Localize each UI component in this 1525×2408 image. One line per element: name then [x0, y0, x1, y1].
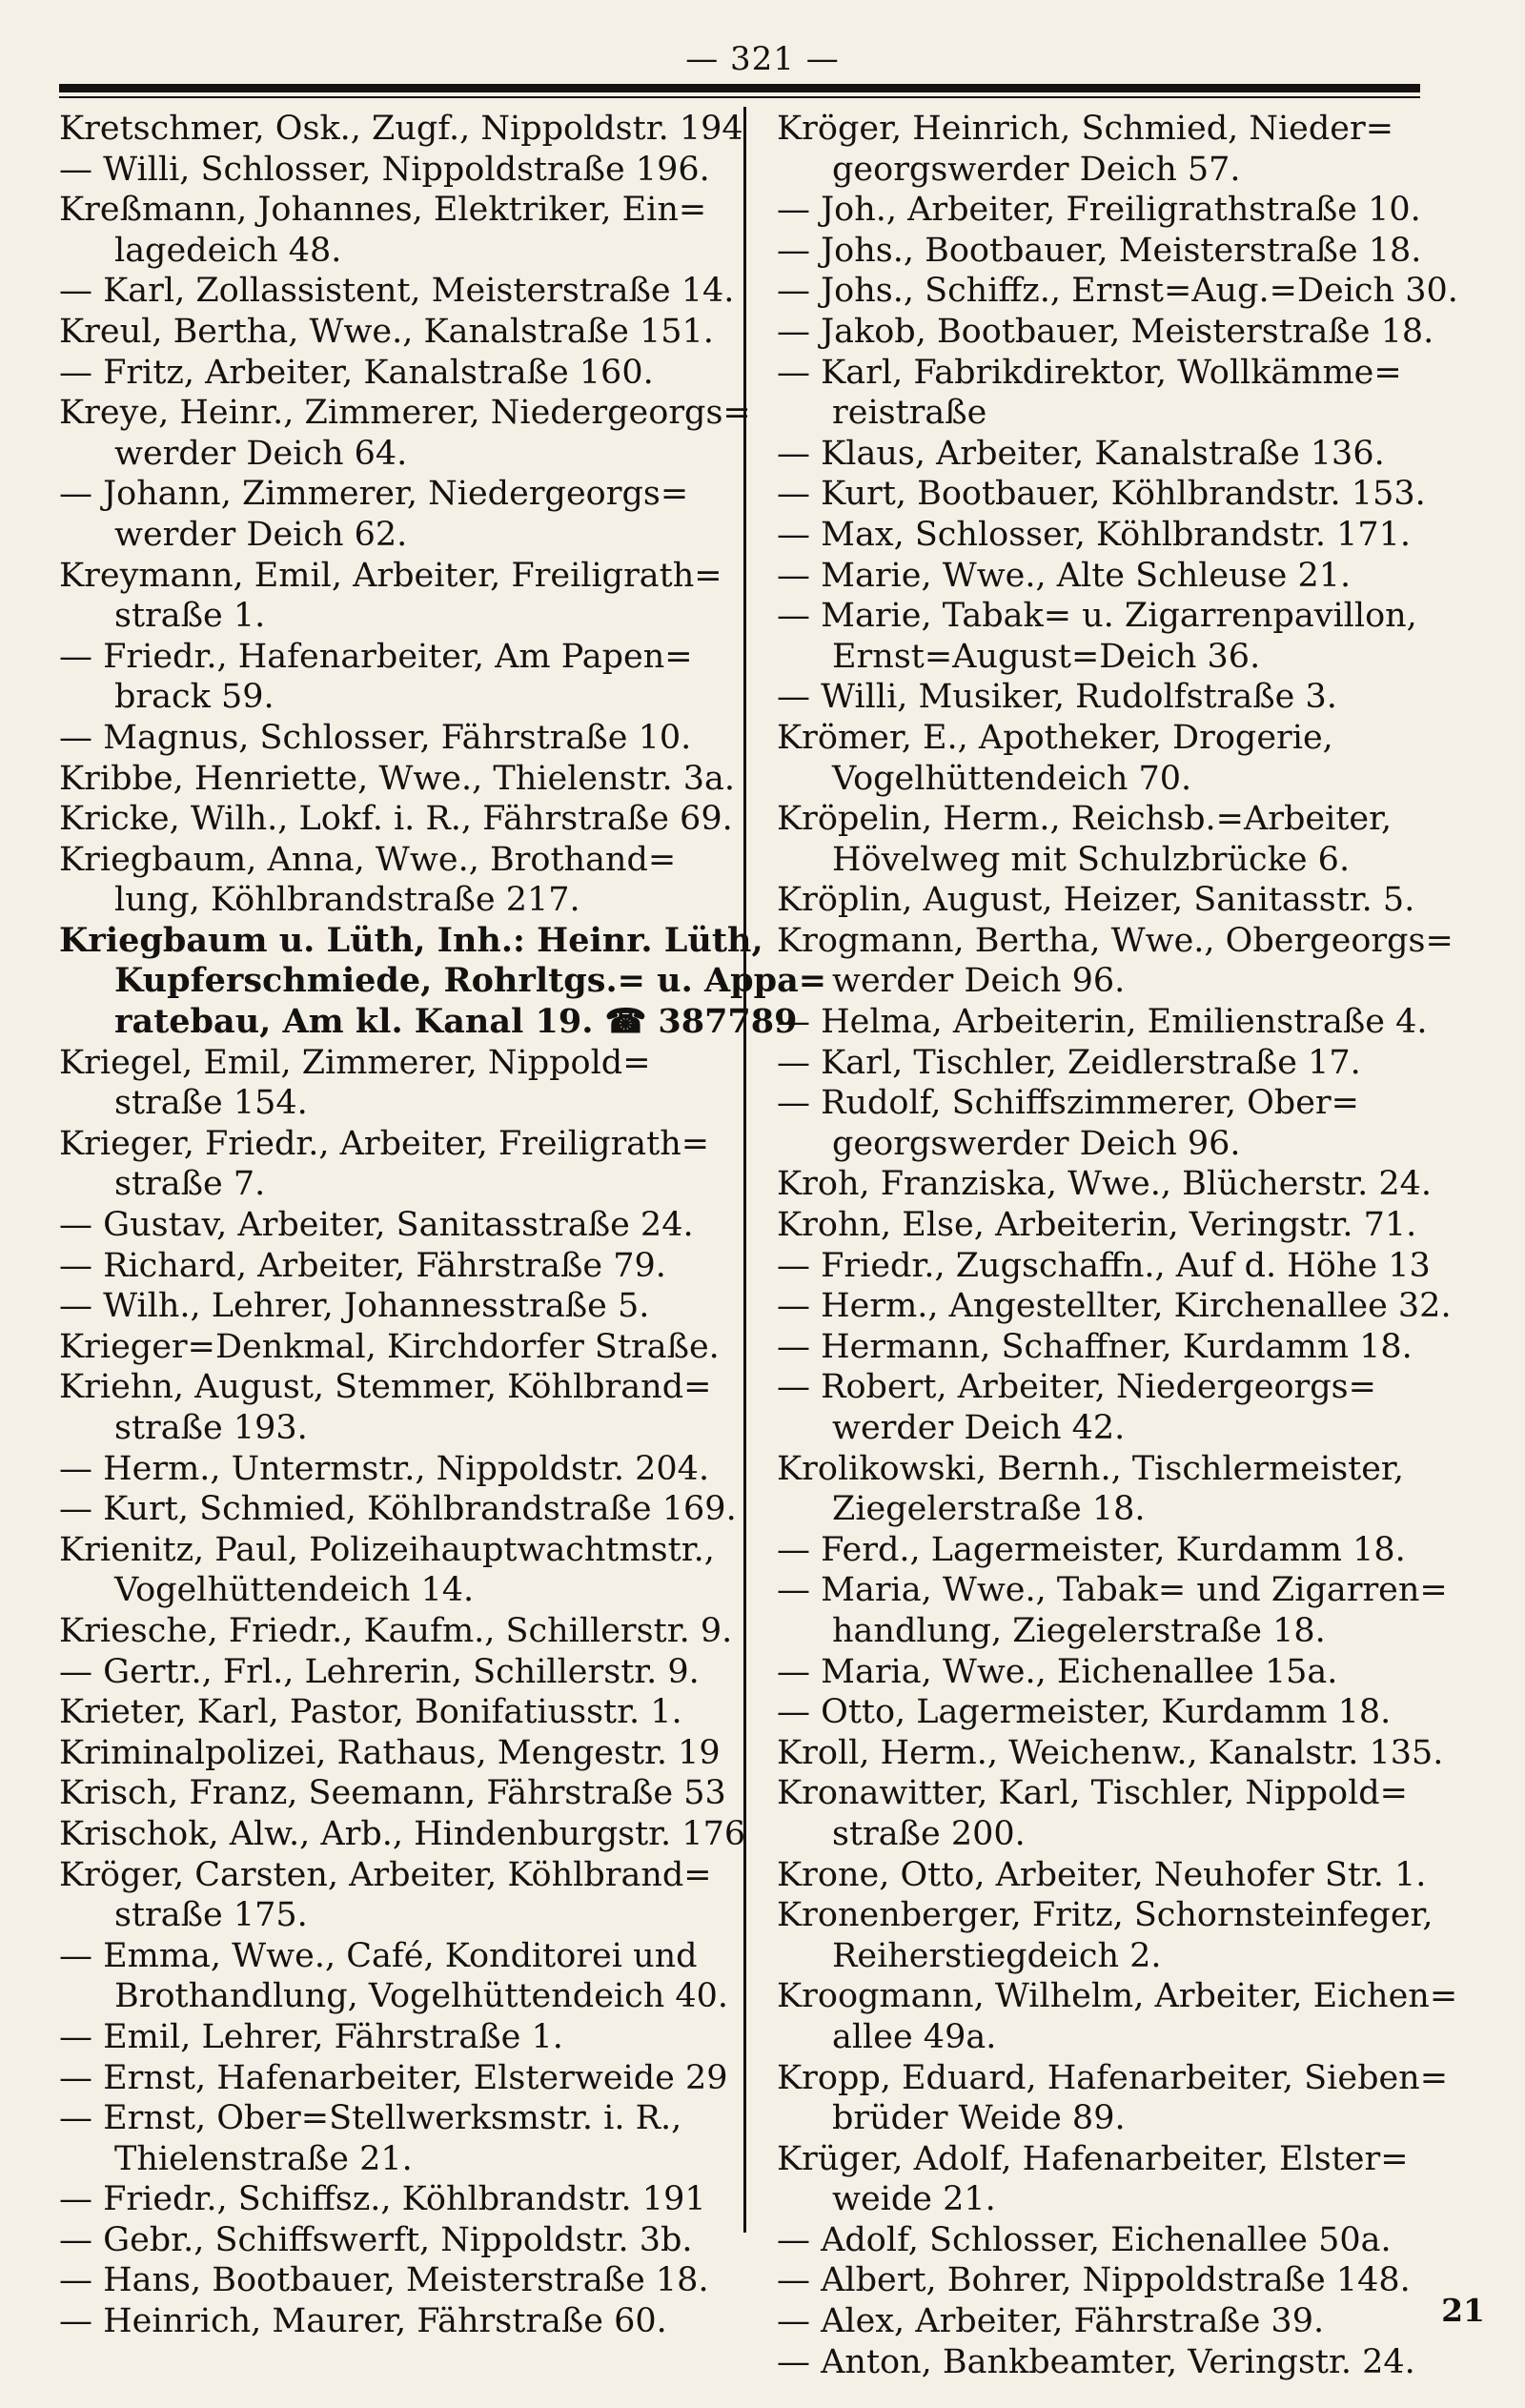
- entry-line: — Kurt, Schmied, Köhlbrandstraße 169.: [59, 1490, 737, 1529]
- entry-line: — Kurt, Bootbauer, Köhlbrandstr. 153.: [777, 475, 1426, 514]
- entry-line: Brothandlung, Vogelhüttendeich 40.: [114, 1977, 729, 2016]
- entry-line: — Maria, Wwe., Eichenallee 15a.: [777, 1652, 1338, 1691]
- directory-entry: [59, 150, 738, 191]
- entry-line: — Karl, Fabrikdirektor, Wollkämme=: [777, 353, 1402, 392]
- entry-line: — Friedr., Zugschaffn., Auf d. Höhe 13: [777, 1246, 1431, 1285]
- entry-line: Reiherstiegdeich 2.: [832, 1936, 1162, 1975]
- entry-line: brüder Weide 89.: [832, 2099, 1126, 2138]
- entry-line: — Herm., Untermstr., Nippoldstr. 204.: [59, 1449, 710, 1488]
- entry-line: Kriegbaum u. Lüth, Inh.: Heinr. Lüth,: [59, 920, 763, 960]
- directory-entry: [59, 1855, 738, 1936]
- directory-entry: [59, 312, 738, 353]
- directory-entry: [777, 2260, 1487, 2301]
- directory-entry: [59, 109, 743, 150]
- directory-entry: [59, 1449, 738, 1490]
- entry-line: Kröger, Heinrich, Schmied, Nieder=: [777, 110, 1394, 148]
- entry-line: lung, Köhlbrandstraße 217.: [114, 881, 580, 920]
- entry-line: Krieter, Karl, Pastor, Bonifatiusstr. 1.: [59, 1693, 682, 1732]
- directory-entry: [777, 2220, 1487, 2261]
- directory-entry: [777, 880, 1487, 921]
- directory-entry: [777, 231, 1487, 272]
- entry-line: Kupferschmiede, Rohrltgs.= u. Appa=: [114, 961, 827, 1001]
- directory-entry: [59, 2058, 738, 2099]
- directory-entry: [777, 474, 1487, 515]
- entry-line: — Ferd., Lagermeister, Kurdamm 18.: [777, 1530, 1406, 1569]
- entry-line: — Wilh., Lehrer, Johannesstraße 5.: [59, 1287, 650, 1326]
- entry-line: straße 7.: [114, 1165, 266, 1204]
- entry-line: Krohn, Else, Arbeiterin, Veringstr. 71.: [777, 1206, 1417, 1245]
- entry-line: Kröpelin, Herm., Reichsb.=Arbeiter,: [777, 800, 1393, 839]
- directory-entry: [59, 393, 751, 474]
- directory-entry: [777, 2342, 1487, 2383]
- entry-line: handlung, Ziegelerstraße 18.: [832, 1611, 1326, 1650]
- directory-entry: [59, 556, 738, 637]
- entry-line: straße 175.: [114, 1896, 308, 1935]
- entry-line: straße 154.: [114, 1084, 308, 1123]
- entry-line: — Hans, Bootbauer, Meisterstraße 18.: [59, 2261, 709, 2300]
- directory-entry: [777, 2058, 1487, 2139]
- directory-entry: [59, 1246, 738, 1287]
- directory-entry: [59, 1733, 738, 1774]
- entry-line: Kriesche, Friedr., Kaufm., Schillerstr. 9.: [59, 1611, 733, 1650]
- directory-entry: [777, 1570, 1487, 1651]
- directory-entry: [59, 1205, 738, 1246]
- entry-line: Hövelweg mit Schulzbrücke 6.: [832, 840, 1351, 879]
- header-rule-thin: [59, 96, 1420, 98]
- entry-line: — Ernst, Ober=Stellwerksmstr. i. R.,: [59, 2099, 682, 2138]
- entry-line: Kretschmer, Osk., Zugf., Nippoldstr. 194: [59, 110, 743, 148]
- entry-line: — Magnus, Schlosser, Fährstraße 10.: [59, 718, 692, 757]
- directory-entry: [59, 1530, 738, 1611]
- entry-line: — Johs., Schiffz., Ernst=Aug.=Deich 30.: [777, 272, 1458, 311]
- entry-line: — Johs., Bootbauer, Meisterstraße 18.: [777, 231, 1422, 270]
- entry-line: georgswerder Deich 57.: [832, 150, 1241, 189]
- signature-mark: 21: [1441, 2292, 1485, 2329]
- directory-entry: [59, 1367, 738, 1448]
- entry-line: allee 49a.: [832, 2017, 997, 2056]
- entry-line: werder Deich 62.: [114, 515, 408, 554]
- directory-entry: [777, 921, 1487, 1002]
- entry-line: — Albert, Bohrer, Nippoldstraße 148.: [777, 2261, 1411, 2300]
- directory-entry: [59, 2220, 738, 2261]
- entry-line: — Gustav, Arbeiter, Sanitasstraße 24.: [59, 1206, 694, 1245]
- entry-line: Kricke, Wilh., Lokf. i. R., Fährstraße 69.: [59, 800, 733, 839]
- entry-line: — Ernst, Hafenarbeiter, Elsterweide 29: [59, 2058, 728, 2097]
- entry-line: Kröplin, August, Heizer, Sanitasstr. 5.: [777, 881, 1415, 920]
- entry-line: — Emil, Lehrer, Fährstraße 1.: [59, 2017, 563, 2056]
- directory-entry: [777, 1002, 1487, 1043]
- directory-entry: [59, 474, 738, 555]
- directory-entry: [777, 1692, 1487, 1733]
- directory-entry: [59, 840, 738, 921]
- entry-line: Krieger=Denkmal, Kirchdorfer Straße.: [59, 1327, 720, 1366]
- directory-entry: [777, 1246, 1487, 1287]
- directory-entry: [59, 718, 738, 759]
- directory-entry: [59, 1814, 746, 1855]
- directory-entry: [777, 1773, 1487, 1854]
- entry-line: — Alex, Arbeiter, Fährstraße 39.: [777, 2302, 1325, 2341]
- directory-entry: [59, 1286, 738, 1327]
- directory-entry: [777, 1733, 1487, 1774]
- entry-line: werder Deich 96.: [832, 962, 1126, 1001]
- entry-line: Krolikowski, Bernh., Tischlermeister,: [777, 1449, 1404, 1488]
- entry-line: Krüger, Adolf, Hafenarbeiter, Elster=: [777, 2139, 1409, 2178]
- directory-entry: [777, 1976, 1487, 2057]
- entry-line: brack 59.: [114, 678, 274, 717]
- directory-entry: [59, 1124, 738, 1205]
- directory-entry: [777, 2139, 1487, 2220]
- directory-entry: [777, 677, 1487, 718]
- entry-line: — Helma, Arbeiterin, Emilienstraße 4.: [777, 1003, 1428, 1042]
- directory-entry: [777, 109, 1487, 190]
- entry-line: weide 21.: [832, 2180, 996, 2219]
- directory-entry: [777, 1652, 1487, 1693]
- entry-line: werder Deich 42.: [832, 1409, 1126, 1447]
- entry-line: straße 200.: [832, 1814, 1026, 1853]
- directory-entry: [59, 2098, 738, 2179]
- entry-line: Krienitz, Paul, Polizeihauptwachtmstr.,: [59, 1530, 715, 1569]
- entry-line: — Emma, Wwe., Café, Konditorei und: [59, 1936, 698, 1975]
- entry-line: — Karl, Zollassistent, Meisterstraße 14.: [59, 272, 735, 311]
- directory-entry: [59, 1936, 738, 2017]
- entry-line: Krogmann, Bertha, Wwe., Obergeorgs=: [777, 921, 1454, 960]
- directory-entry: [777, 271, 1487, 312]
- directory-entry: [59, 1773, 738, 1814]
- directory-entry: [777, 1327, 1487, 1368]
- directory-entry: [777, 515, 1487, 556]
- entry-line: Kronenberger, Fritz, Schornsteinfeger,: [777, 1896, 1434, 1935]
- entry-line: georgswerder Deich 96.: [832, 1124, 1241, 1163]
- directory-entry: [777, 190, 1487, 231]
- entry-line: Krisch, Franz, Seemann, Fährstraße 53: [59, 1774, 726, 1813]
- directory-entry: [777, 1530, 1487, 1571]
- entry-line: Kribbe, Henriette, Wwe., Thielenstr. 3a.: [59, 759, 736, 798]
- entry-line: Ziegelerstraße 18.: [832, 1490, 1146, 1529]
- directory-entry: [59, 637, 738, 718]
- entry-line: Krieger, Friedr., Arbeiter, Freiligrath=: [59, 1124, 710, 1163]
- entry-line: Kronawitter, Karl, Tischler, Nippold=: [777, 1774, 1408, 1813]
- directory-entry: [59, 1652, 738, 1693]
- entry-line: ratebau, Am kl. Kanal 19. ☎ 387789: [114, 1002, 798, 1042]
- entry-line: — Friedr., Schiffsz., Köhlbrandstr. 191: [59, 2180, 706, 2219]
- entry-line: Kriegel, Emil, Zimmerer, Nippold=: [59, 1043, 651, 1082]
- directory-entry: [777, 2301, 1487, 2342]
- directory-entry: [777, 556, 1487, 597]
- entry-line: — Gebr., Schiffswerft, Nippoldstr. 3b.: [59, 2220, 693, 2259]
- directory-entry: [777, 1367, 1487, 1448]
- entry-line: — Johann, Zimmerer, Niedergeorgs=: [59, 475, 689, 514]
- directory-entry: [777, 312, 1487, 353]
- entry-line: Kroll, Herm., Weichenw., Kanalstr. 135.: [777, 1733, 1444, 1772]
- entry-line: Kriegbaum, Anna, Wwe., Brothand=: [59, 840, 677, 879]
- directory-entry: [777, 1855, 1487, 1896]
- directory-entry: [777, 596, 1487, 677]
- entry-line: — Klaus, Arbeiter, Kanalstraße 136.: [777, 434, 1385, 473]
- directory-entry: [777, 1449, 1487, 1530]
- directory-entry: [59, 2260, 738, 2301]
- entry-line: Kroogmann, Wilhelm, Arbeiter, Eichen=: [777, 1977, 1458, 2016]
- entry-line: — Maria, Wwe., Tabak= und Zigarren=: [777, 1571, 1448, 1610]
- entry-line: Kreßmann, Johannes, Elektriker, Ein=: [59, 191, 707, 230]
- directory-entry: [777, 1895, 1487, 1976]
- directory-entry: [777, 799, 1487, 880]
- entry-line: — Heinrich, Maurer, Fährstraße 60.: [59, 2302, 667, 2341]
- directory-entry: [59, 2301, 738, 2342]
- entry-line: Krömer, E., Apotheker, Drogerie,: [777, 718, 1333, 757]
- directory-entry: [59, 190, 738, 271]
- entry-line: — Jakob, Bootbauer, Meisterstraße 18.: [777, 312, 1434, 351]
- entry-line: — Willi, Schlosser, Nippoldstraße 196.: [59, 150, 710, 189]
- entry-line: — Anton, Bankbeamter, Veringstr. 24.: [777, 2342, 1415, 2381]
- directory-entry: [777, 1083, 1487, 1164]
- entry-line: — Marie, Tabak= u. Zigarrenpavillon,: [777, 597, 1417, 636]
- directory-entry: [59, 920, 827, 1043]
- entry-line: Kröger, Carsten, Arbeiter, Köhlbrand=: [59, 1855, 712, 1894]
- entry-line: — Fritz, Arbeiter, Kanalstraße 160.: [59, 353, 654, 392]
- entry-line: Kreymann, Emil, Arbeiter, Freiligrath=: [59, 556, 722, 595]
- entry-line: — Richard, Arbeiter, Fährstraße 79.: [59, 1246, 666, 1285]
- entry-line: Kropp, Eduard, Hafenarbeiter, Sieben=: [777, 2058, 1449, 2097]
- right-column: [777, 109, 1487, 2382]
- entry-line: — Herm., Angestellter, Kirchenallee 32.: [777, 1287, 1452, 1326]
- entry-line: — Marie, Wwe., Alte Schleuse 21.: [777, 556, 1352, 595]
- entry-line: — Karl, Tischler, Zeidlerstraße 17.: [777, 1043, 1361, 1082]
- page-number: — 321 —: [685, 40, 840, 78]
- directory-entry: [777, 434, 1487, 475]
- directory-entry: [59, 1611, 738, 1652]
- entry-line: — Robert, Arbeiter, Niedergeorgs=: [777, 1368, 1376, 1407]
- directory-entry: [59, 271, 738, 312]
- directory-entry: [59, 1043, 738, 1124]
- header-rule: [59, 84, 1420, 92]
- entry-line: werder Deich 64.: [114, 434, 408, 473]
- directory-entry: [777, 718, 1487, 799]
- entry-line: Ernst=August=Deich 36.: [832, 637, 1261, 676]
- entry-line: Kreye, Heinr., Zimmerer, Niedergeorgs=: [59, 394, 751, 433]
- entry-line: — Hermann, Schaffner, Kurdamm 18.: [777, 1327, 1413, 1366]
- entry-line: Krischok, Alw., Arb., Hindenburgstr. 176: [59, 1814, 746, 1853]
- entry-line: straße 193.: [114, 1409, 308, 1447]
- entry-line: Krone, Otto, Arbeiter, Neuhofer Str. 1.: [777, 1855, 1427, 1894]
- directory-entry: [777, 1164, 1487, 1205]
- entry-line: Vogelhüttendeich 70.: [832, 759, 1192, 798]
- entry-line: lagedeich 48.: [114, 231, 342, 270]
- directory-entry: [59, 2017, 738, 2058]
- entry-line: — Friedr., Hafenarbeiter, Am Papen=: [59, 637, 693, 676]
- directory-entry: [777, 1043, 1487, 1084]
- directory-entry: [59, 759, 738, 800]
- entry-line: Vogelhüttendeich 14.: [114, 1571, 475, 1610]
- entry-line: straße 1.: [114, 597, 266, 636]
- entry-line: Kriehn, August, Stemmer, Köhlbrand=: [59, 1368, 712, 1407]
- entry-line: — Joh., Arbeiter, Freiligrathstraße 10.: [777, 191, 1421, 230]
- entry-line: Kreul, Bertha, Wwe., Kanalstraße 151.: [59, 312, 714, 351]
- entry-line: — Adolf, Schlosser, Eichenallee 50a.: [777, 2220, 1392, 2259]
- directory-entry: [777, 1286, 1487, 1327]
- entry-line: Kriminalpolizei, Rathaus, Mengestr. 19: [59, 1733, 721, 1772]
- directory-entry: [59, 1327, 738, 1368]
- entry-line: — Willi, Musiker, Rudolfstraße 3.: [777, 678, 1337, 717]
- left-column: [59, 109, 827, 2342]
- directory-entry: [59, 799, 738, 840]
- directory-entry: [59, 353, 738, 394]
- directory-entry: [59, 2179, 738, 2220]
- entry-line: Kroh, Franziska, Wwe., Blücherstr. 24.: [777, 1165, 1432, 1204]
- entry-line: Thielenstraße 21.: [114, 2139, 413, 2178]
- entry-line: — Gertr., Frl., Lehrerin, Schillerstr. 9.: [59, 1652, 700, 1691]
- directory-entry: [59, 1489, 738, 1530]
- entry-line: reistraße: [832, 394, 987, 433]
- entry-line: — Rudolf, Schiffszimmerer, Ober=: [777, 1084, 1359, 1123]
- directory-entry: [777, 1205, 1487, 1246]
- entry-line: — Max, Schlosser, Köhlbrandstr. 171.: [777, 515, 1412, 554]
- directory-entry: [777, 353, 1487, 434]
- directory-entry: [59, 1692, 738, 1733]
- entry-line: — Otto, Lagermeister, Kurdamm 18.: [777, 1693, 1392, 1732]
